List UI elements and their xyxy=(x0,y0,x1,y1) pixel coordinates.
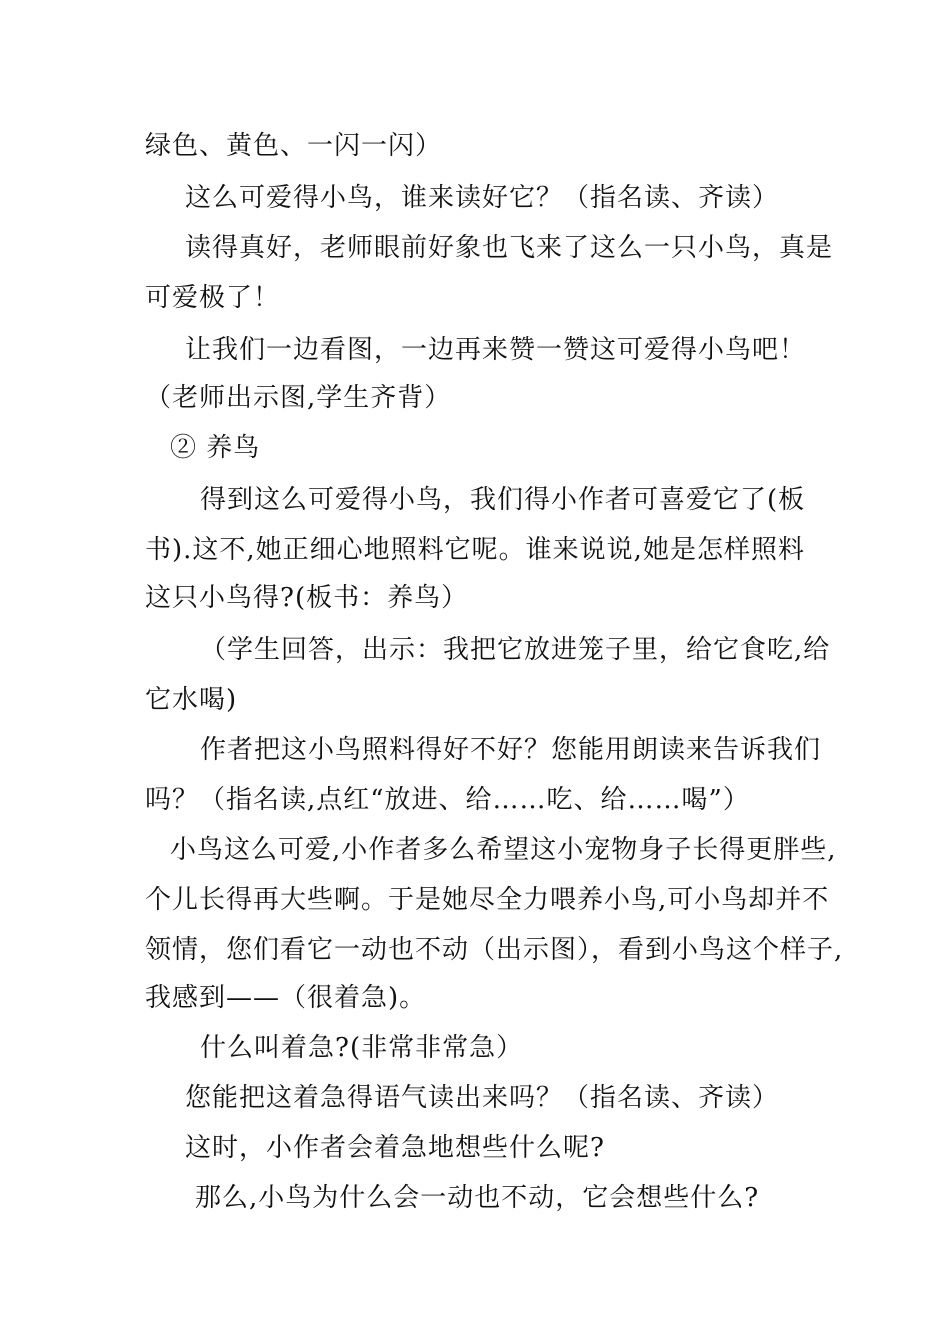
text-line: （老师出示图,学生齐背） xyxy=(145,383,452,413)
text-line: 个儿长得再大些啊。于是她尽全力喂养小鸟,可小鸟却并不 xyxy=(145,885,830,915)
text-line: 这时，小作者会着急地想些什么呢? xyxy=(185,1133,605,1163)
text-line: 让我们一边看图，一边再来赞一赞这可爱得小鸟吧！ xyxy=(185,335,807,365)
text-line: 它水喝) xyxy=(145,685,238,715)
text-line: 这么可爱得小鸟，谁来读好它？（指名读、齐读） xyxy=(185,183,780,213)
text-line: 这只小鸟得?(板书：养鸟） xyxy=(145,583,469,613)
text-line: 您能把这着急得语气读出来吗？（指名读、齐读） xyxy=(185,1083,780,1113)
text-line: 读得真好，老师眼前好象也飞来了这么一只小鸟，真是 xyxy=(185,233,834,263)
text-line: 领情，您们看它一动也不动（出示图），看到小鸟这个样子, xyxy=(145,935,844,965)
text-line: 书).这不,她正细心地照料它呢。谁来说说,她是怎样照料 xyxy=(145,535,805,565)
text-line: 我感到——（很着急)。 xyxy=(145,983,427,1013)
text-line: 小鸟这么可爱,小作者多么希望这小宠物身子长得更胖些, xyxy=(170,835,837,865)
text-line: 那么,小鸟为什么会一动也不动，它会想些什么? xyxy=(195,1183,760,1213)
text-line: 绿色、黄色、一闪一闪） xyxy=(145,131,443,161)
text-line: 什么叫着急?(非常非常急） xyxy=(200,1033,524,1063)
text-line: 作者把这小鸟照料得好不好？您能用朗读来告诉我们 xyxy=(200,735,822,765)
section-heading: ② 养鸟 xyxy=(170,433,261,463)
text-line: 吗？（指名读,点红“放进、给……吃、给……喝”） xyxy=(145,785,750,815)
text-line: 得到这么可爱得小鸟，我们得小作者可喜爱它了(板 xyxy=(200,485,806,515)
text-line: 可爱极了！ xyxy=(145,283,281,313)
text-line: （学生回答，出示：我把它放进笼子里，给它食吃,给 xyxy=(200,635,831,665)
